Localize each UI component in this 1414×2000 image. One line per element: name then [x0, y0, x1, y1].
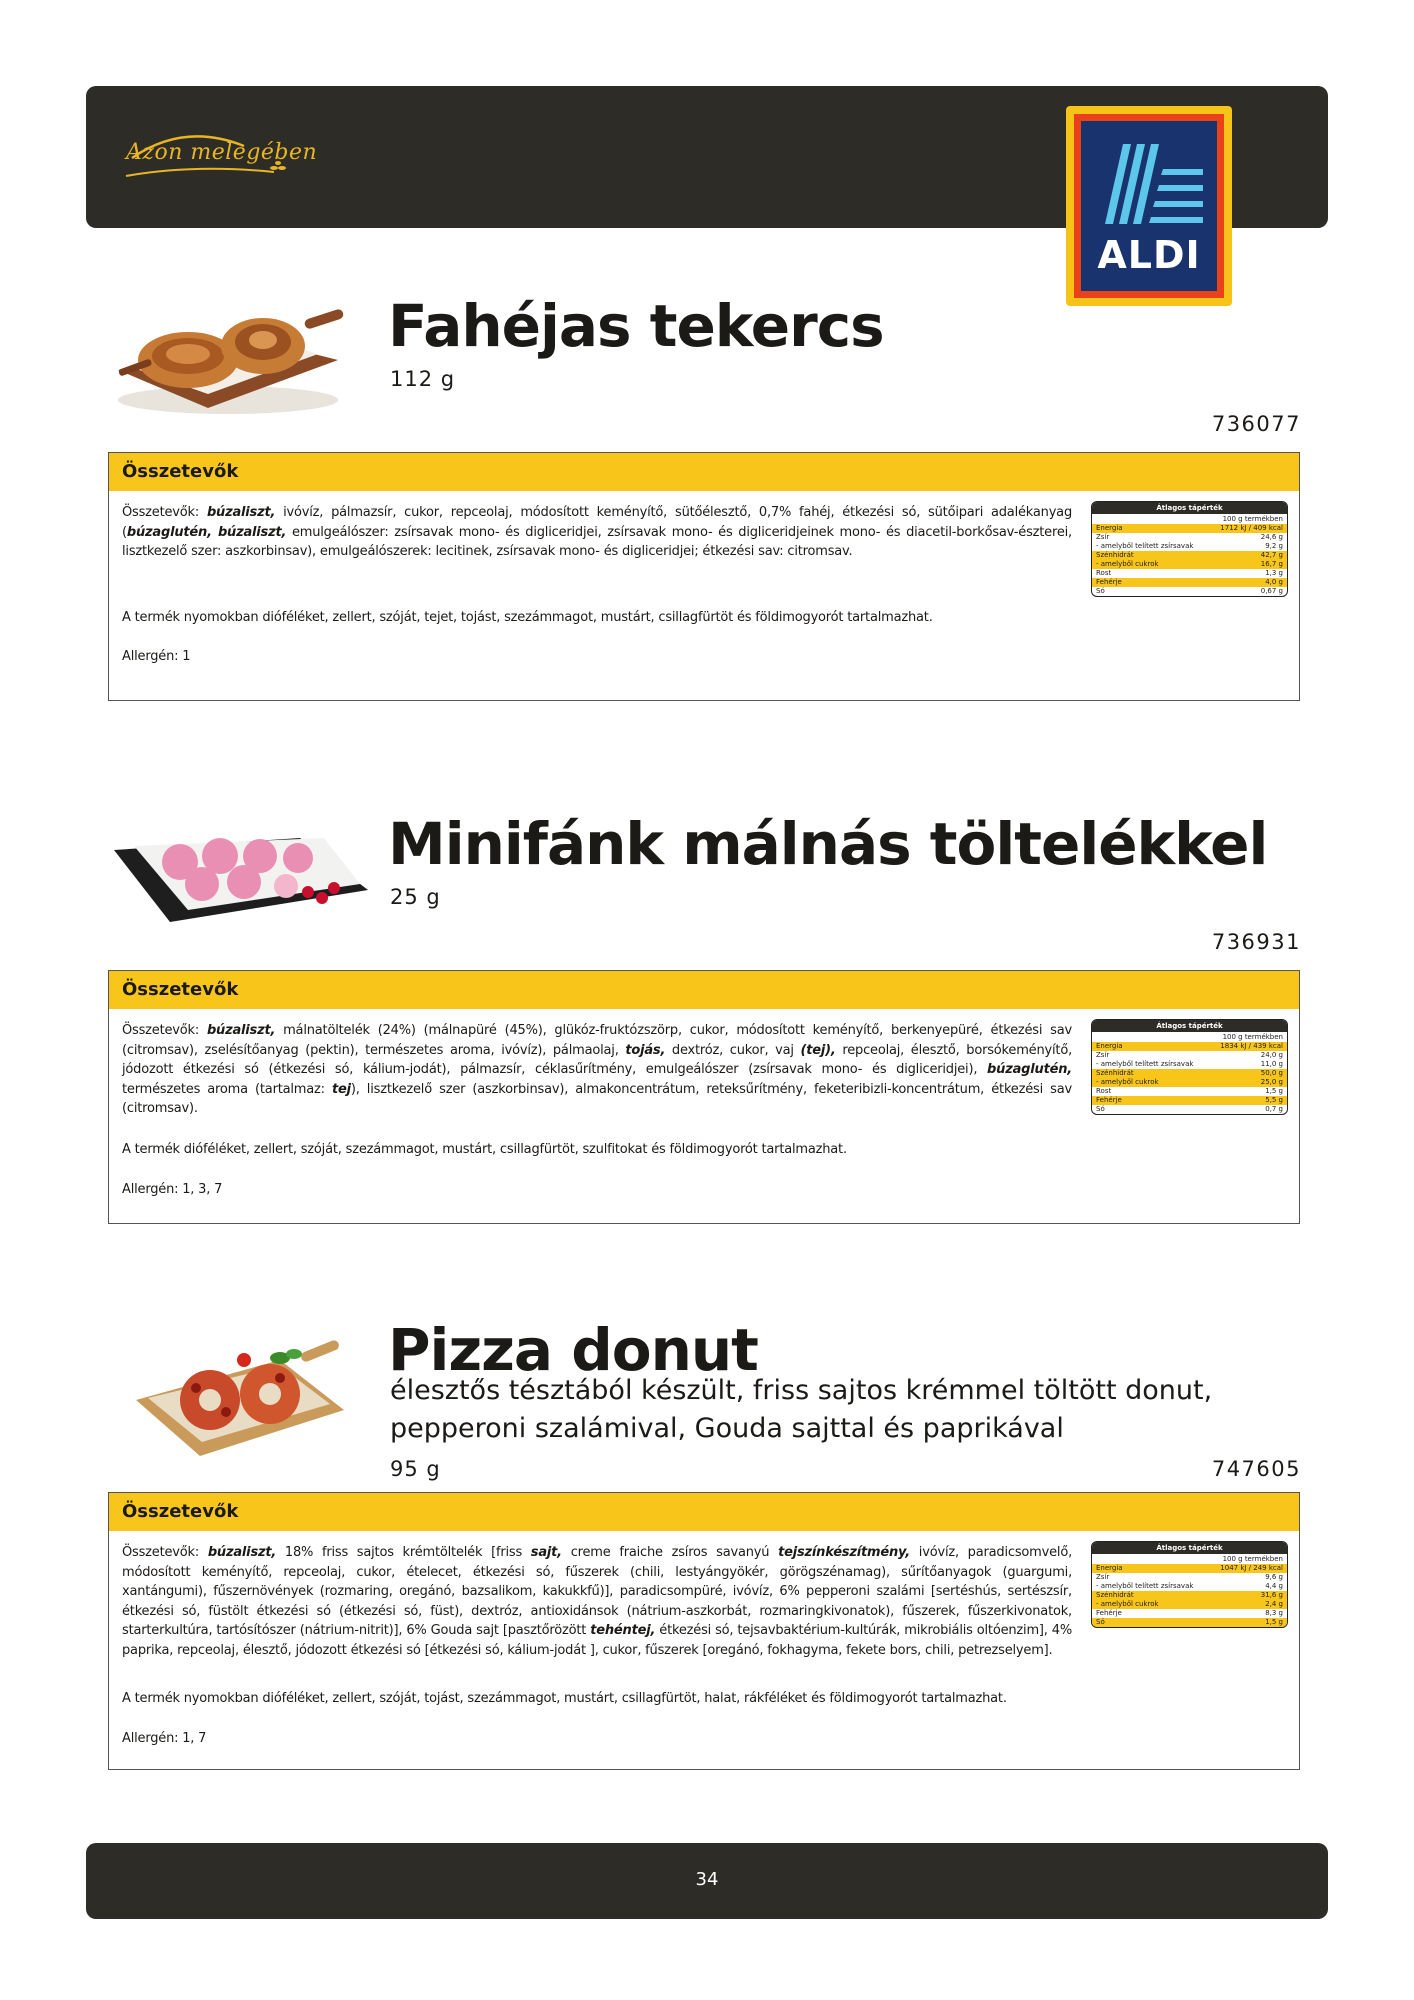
aldi-logo-text: ALDI	[1097, 233, 1201, 277]
allergen-text: Allergén: 1	[122, 649, 191, 664]
nutrition-row	[1092, 1600, 1287, 1609]
allergen-ingredient: búzaglutén,	[987, 1062, 1072, 1077]
aldi-stripes-icon	[1103, 139, 1203, 229]
nutrition-label: Zsír	[1096, 1051, 1110, 1059]
nutrition-value: 2,4 g	[1265, 1600, 1283, 1608]
nutrition-title: Átlagos tápérték	[1092, 1542, 1287, 1554]
cinnamon-roll-image	[108, 290, 348, 420]
nutrition-table	[1091, 1019, 1288, 1115]
nutrition-value: 31,6 g	[1260, 1591, 1283, 1599]
product-weight: 25 g	[390, 885, 441, 909]
aldi-logo	[1066, 106, 1232, 306]
allergen-text: Allergén: 1, 3, 7	[122, 1182, 223, 1197]
nutrition-column-header: 100 g termékben	[1222, 1033, 1283, 1041]
nutrition-label: Szénhidrát	[1096, 551, 1134, 559]
product-description-line-1: élesztős tésztából készült, friss sajtos krémmel töltött donut,	[390, 1375, 1213, 1406]
ingredient-text: 18% friss sajtos krémtöltelék [friss	[276, 1545, 531, 1560]
product-code: 736077	[1211, 412, 1301, 436]
ingredient-text: emulgeálószer: zsírsavak mono- és digliceridjei, zsírsavak mono- és digliceridjeinek mono- és diacetil-borkősav-észterei, lisztkezelő szer: aszkorbinsav), emulgeálószerek: lecitinek, zsírsavak mono- és digliceridjei; étkezési sav: citromsav.	[122, 524, 1072, 559]
allergen-ingredient: sajt,	[530, 1545, 562, 1560]
nutrition-value: 25,0 g	[1260, 1078, 1283, 1086]
ingredient-text: természetes aroma (tartalmaz:	[122, 1081, 332, 1097]
ingredient-text: Összetevők:	[122, 505, 207, 520]
nutrition-row	[1092, 1609, 1287, 1618]
nutrition-label: Rost	[1096, 1087, 1112, 1095]
product-title: Minifánk málnás töltelékkel	[388, 810, 1268, 878]
page-number: 34	[695, 1869, 719, 1890]
allergen-ingredient: tehéntej,	[590, 1623, 656, 1638]
product-weight: 112 g	[390, 367, 456, 391]
ingredient-text: Összetevők:	[122, 1545, 208, 1560]
nutrition-label: - amelyből cukrok	[1096, 1078, 1159, 1086]
nutrition-row	[1092, 1078, 1287, 1087]
product-weight: 95 g	[390, 1457, 441, 1481]
nutrition-row	[1092, 1564, 1287, 1573]
ingredient-text: creme fraiche zsíros savanyú	[561, 1545, 779, 1560]
nutrition-row	[1092, 1042, 1287, 1051]
nutrition-title: Átlagos tápérték	[1092, 1020, 1287, 1032]
ingredients-text	[122, 1543, 1072, 1660]
ingredient-text: Összetevők:	[122, 1023, 207, 1038]
allergen-ingredient: búzaliszt,	[206, 1023, 276, 1038]
nutrition-title: Átlagos tápérték	[1092, 502, 1287, 514]
nutrition-value: 9,2 g	[1265, 542, 1283, 550]
pizza-donut-image	[130, 1330, 350, 1460]
nutrition-row	[1092, 533, 1287, 542]
nutrition-row	[1092, 1069, 1287, 1078]
nutrition-label: - amelyből cukrok	[1096, 1600, 1159, 1608]
nutrition-value: 1,3 g	[1265, 569, 1283, 577]
allergen-ingredient: (tej),	[800, 1042, 836, 1058]
ingredient-text: étkezési só, tejsavbaktérium-kultúrák, mikrobiális oltóenzim], 4% paprika, repceolaj, élesztő, jódozott étkezési só [étkezési só, kálium-jodát ], cukor, fűszerek [oregánó, fokhagyma, fekete bors, chili, petrezselyem].	[122, 1623, 1072, 1658]
nutrition-row	[1092, 542, 1287, 551]
nutrition-value: 1,5 g	[1265, 1087, 1283, 1095]
nutrition-value: 16,7 g	[1260, 560, 1283, 568]
ingredients-text	[122, 1021, 1072, 1119]
nutrition-value: 1712 kJ / 409 kcal	[1220, 524, 1283, 532]
nutrition-label: - amelyből telített zsírsavak	[1096, 542, 1194, 550]
product-code: 747605	[1211, 1457, 1301, 1481]
nutrition-row	[1092, 1096, 1287, 1105]
nutrition-label: Rost	[1096, 569, 1112, 577]
mini-donut-image	[110, 810, 372, 930]
ingredient-text: málnatöltelék (24%) (málnapüré (45%), glükóz-fruktózszörp, cukor, módosított keményítő, berkenyepüré, étkezési sav (citromsav), zselésítőanyag (pektin), természetes aroma, ivóvíz), pálmaolaj,	[122, 1023, 1072, 1058]
ingredients-box	[108, 1492, 1300, 1770]
nutrition-label: Zsír	[1096, 1573, 1110, 1581]
nutrition-label: Szénhidrát	[1096, 1591, 1134, 1599]
ingredient-text: repceolaj, élesztő, borsókeményítő, jódozott étkezési só (étkezési só, kálium-jodát), pálmazsír, céklasűrítmény, emulgeálószer (zsírsavak mono- és digliceridjei),	[122, 1042, 1073, 1077]
ingredient-text: ), lisztkezelő szer (aszkorbinsav), almakoncentrátum, reteksűrítmény, feketeribizli-koncentrátum, étkezési sav (citromsav).	[122, 1081, 1072, 1116]
nutrition-label: Szénhidrát	[1096, 1069, 1134, 1077]
nutrition-value: 0,7 g	[1265, 1105, 1283, 1113]
nutrition-label: Fehérje	[1096, 1096, 1122, 1104]
nutrition-label: - amelyből cukrok	[1096, 560, 1159, 568]
nutrition-column-header: 100 g termékben	[1222, 515, 1283, 523]
nutrition-table	[1091, 501, 1288, 597]
nutrition-label: - amelyből telített zsírsavak	[1096, 1582, 1194, 1590]
nutrition-row	[1092, 1618, 1287, 1627]
nutrition-label: Fehérje	[1096, 1609, 1122, 1617]
nutrition-label: Só	[1096, 1618, 1105, 1626]
ingredient-text: ivóvíz, paradicsomvelő, módosított keményítő, repceolaj, cukor, ételecet, étkezési só, fűszerek (chili, lestyángyökér, görögszénamag), sűrítőanyagok (guargumi, xantángumi), fűszernövények (rozmaring, oregánó, bazsalikom, kakukkfű)], paradicsompüré, ivóvíz, 6% pepperoni szalámi [sertéshús, sertészsír, étkezési só, füstölt étkezési só (étkezési só, füst), dextróz, antioxidánsok (nátrium-aszkorbát, rozmaringkivonatok), fűszerek, fűszerkivonatok, starterkultúra, tartósítószer (nátrium-nitrit)], 6% Gouda sajt [pasztőrözött	[122, 1545, 1073, 1638]
nutrition-row	[1092, 560, 1287, 569]
ingredients-text	[122, 503, 1072, 562]
nutrition-value: 9,6 g	[1265, 1573, 1283, 1581]
ingredients-box	[108, 452, 1300, 701]
nutrition-column-header: 100 g termékben	[1222, 1555, 1283, 1563]
ingredient-text: ivóvíz, pálmazsír, cukor, repceolaj, módosított keményítő, sütőélesztő, 0,7% fahéj, étkezési só, sütőipari adalékanyag (	[122, 505, 1072, 540]
allergen-ingredient: tej	[331, 1081, 351, 1097]
nutrition-value: 42,7 g	[1260, 551, 1283, 559]
nutrition-value: 24,6 g	[1260, 533, 1283, 541]
nutrition-row	[1092, 1060, 1287, 1069]
trace-text: A termék dióféléket, zellert, szóját, szezámmagot, mustárt, csillagfürtöt, szulfitokat és földimogyorót tartalmazhat.	[122, 1142, 847, 1157]
ingredients-header: Összetevők	[109, 971, 1299, 1009]
ingredients-header: Összetevők	[109, 1493, 1299, 1531]
product-code: 736931	[1211, 930, 1301, 954]
nutrition-value: 0,67 g	[1260, 587, 1283, 595]
trace-text: A termék nyomokban dióféléket, zellert, szóját, tojást, szezámmagot, mustárt, csillagfürtöt, halat, rákféléket és földimogyorót tartalmazhat.	[122, 1691, 1007, 1706]
nutrition-row	[1092, 524, 1287, 533]
nutrition-row	[1092, 587, 1287, 596]
nutrition-value: 4,4 g	[1265, 1582, 1283, 1590]
ingredient-text: dextróz, cukor, vaj	[665, 1042, 801, 1058]
trace-text: A termék nyomokban dióféléket, zellert, szóját, tejet, tojást, szezámmagot, mustárt, csillagfürtöt és földimogyorót tartalmazhat.	[122, 610, 933, 625]
nutrition-value: 50,0 g	[1260, 1069, 1283, 1077]
product-title: Pizza donut	[388, 1316, 758, 1384]
allergen-text: Allergén: 1, 7	[122, 1731, 207, 1746]
nutrition-value: 5,5 g	[1265, 1096, 1283, 1104]
ingredients-box	[108, 970, 1300, 1224]
nutrition-label: Só	[1096, 1105, 1105, 1113]
nutrition-table	[1091, 1541, 1288, 1628]
nutrition-value: 11,0 g	[1260, 1060, 1283, 1068]
allergen-ingredient: tojás,	[625, 1042, 666, 1058]
nutrition-row	[1092, 578, 1287, 587]
nutrition-label: Energia	[1096, 524, 1123, 532]
product-description-line-2: pepperoni szalámival, Gouda sajttal és paprikával	[390, 1413, 1064, 1444]
allergen-ingredient: tejszínkészítmény,	[778, 1545, 911, 1560]
nutrition-value: 8,3 g	[1265, 1609, 1283, 1617]
allergen-ingredient: búzaglutén, búzaliszt,	[126, 524, 287, 540]
product-title: Fahéjas tekercs	[388, 292, 884, 360]
nutrition-label: Energia	[1096, 1564, 1123, 1572]
nutrition-value: 4,0 g	[1265, 578, 1283, 586]
nutrition-label: Zsír	[1096, 533, 1110, 541]
nutrition-value: 1834 kJ / 439 kcal	[1220, 1042, 1283, 1050]
nutrition-row	[1092, 1051, 1287, 1060]
brand-slogan: Azon melegében	[126, 140, 318, 165]
allergen-ingredient: búzaliszt,	[206, 505, 276, 520]
ingredients-header: Összetevők	[109, 453, 1299, 491]
nutrition-label: Energia	[1096, 1042, 1123, 1050]
nutrition-label: Só	[1096, 587, 1105, 595]
nutrition-row	[1092, 1087, 1287, 1096]
nutrition-row	[1092, 1582, 1287, 1591]
nutrition-value: 1,5 g	[1265, 1618, 1283, 1626]
nutrition-value: 24,0 g	[1260, 1051, 1283, 1059]
nutrition-row	[1092, 569, 1287, 578]
nutrition-row	[1092, 1591, 1287, 1600]
allergen-ingredient: búzaliszt,	[207, 1545, 277, 1560]
nutrition-row	[1092, 1573, 1287, 1582]
nutrition-value: 1047 kJ / 249 kcal	[1220, 1564, 1283, 1572]
nutrition-label: - amelyből telített zsírsavak	[1096, 1060, 1194, 1068]
nutrition-row	[1092, 1105, 1287, 1114]
nutrition-row	[1092, 551, 1287, 560]
nutrition-label: Fehérje	[1096, 578, 1122, 586]
